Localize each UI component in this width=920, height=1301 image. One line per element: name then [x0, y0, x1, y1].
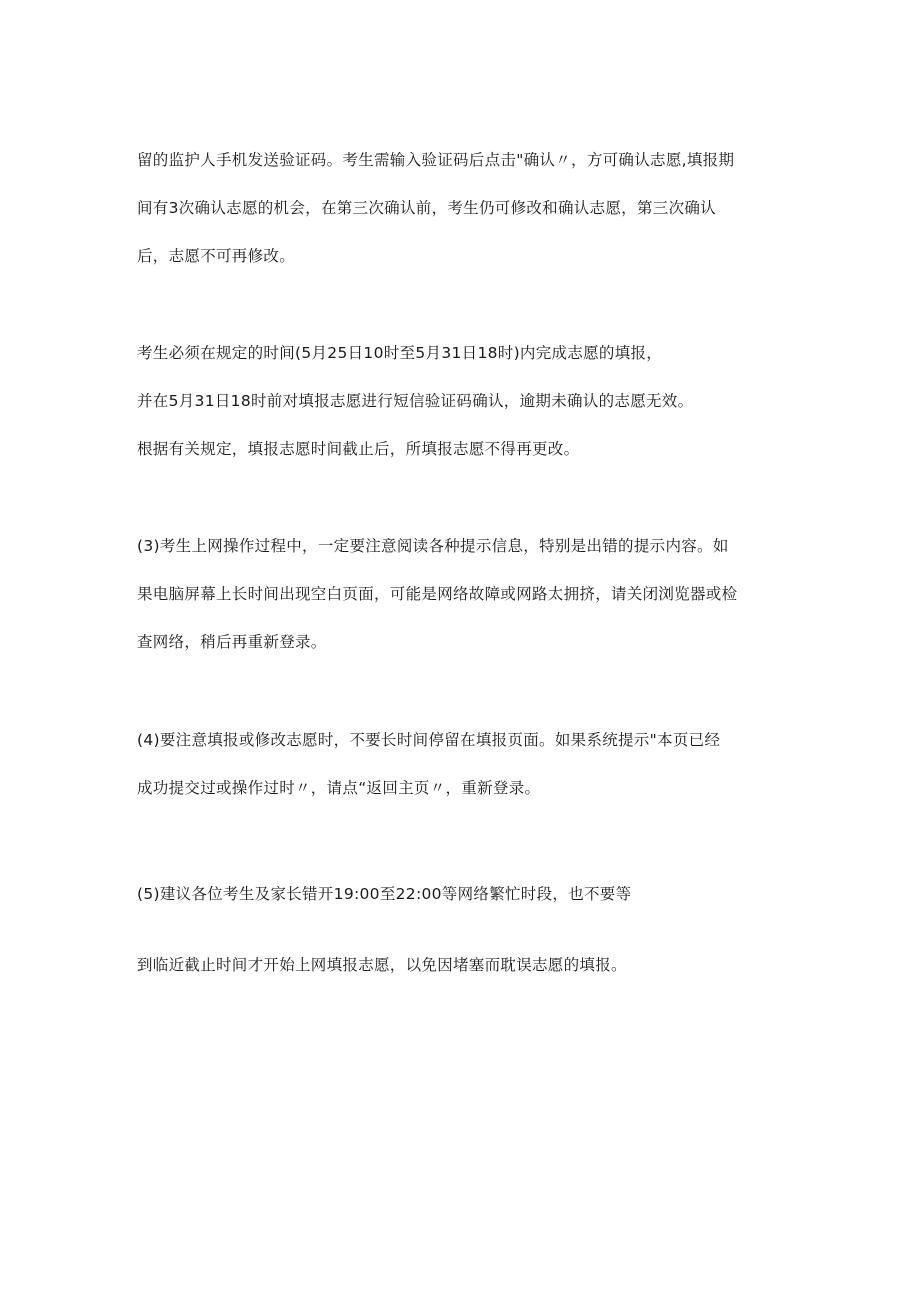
text-line: (5)建议各位考生及家长错开19:00至22:00等网络繁忙时段，也不要等 — [137, 885, 632, 903]
text-line: 考生必须在规定的时间(5月25日10时至5月31日18时)内完成志愿的填报， — [137, 344, 663, 362]
text-line: 果电脑屏幕上长时间出现空白页面，可能是网络故障或网路太拥挤，请关闭浏览器或检 — [137, 585, 738, 603]
text-line: 后，志愿不可再修改。 — [137, 247, 296, 265]
paragraph-verification — [137, 136, 817, 280]
paragraph-note-3 — [137, 522, 817, 666]
text-line: 查网络，稍后再重新登录。 — [137, 633, 327, 651]
text-line: 根据有关规定，填报志愿时间截止后，所填报志愿不得再更改。 — [137, 440, 580, 458]
text-line: 成功提交过或操作过时〃，请点“返回主页〃，重新登录。 — [137, 779, 541, 797]
text-line: (4)要注意填报或修改志愿时，不要长时间停留在填报页面。如果系统提示"本页已经 — [137, 731, 721, 749]
paragraph-note-5 — [137, 870, 817, 918]
text-line: 并在5月31日18时前对填报志愿进行短信验证码确认，逾期未确认的志愿无效。 — [137, 392, 694, 410]
paragraph-note-4 — [137, 716, 817, 812]
paragraph-deadline — [137, 329, 817, 473]
text-line: 到临近截止时间才开始上网填报志愿，以免因堵塞而耽误志愿的填报。 — [137, 956, 627, 974]
text-line: 留的监护人手机发送验证码。考生需输入验证码后点击"确认〃，方可确认志愿,填报期 — [137, 151, 735, 169]
paragraph-note-5-continued — [137, 941, 817, 989]
text-line: (3)考生上网操作过程中，一定要注意阅读各种提示信息，特别是出错的提示内容。如 — [137, 537, 729, 555]
text-line: 间有3次确认志愿的机会，在第三次确认前，考生仍可修改和确认志愿，第三次确认 — [137, 199, 716, 217]
